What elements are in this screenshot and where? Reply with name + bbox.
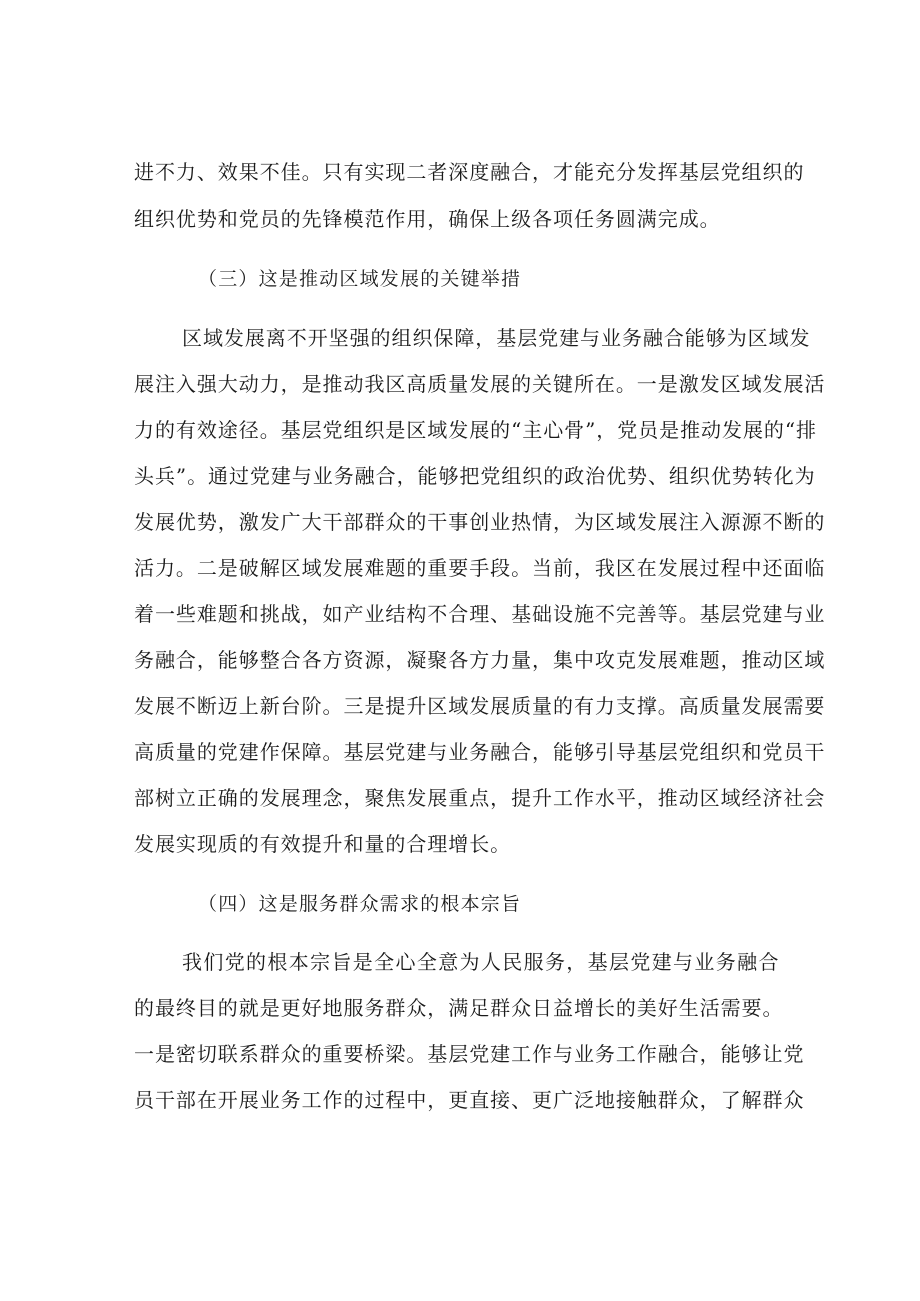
text-line: 力的有效途径。基层党组织是区域发展的“主心骨”，党员是推动发展的“排 — [134, 418, 817, 442]
text-line: 发展优势，激发广大干部群众的干事创业热情，为区域发展注入源源不断的 — [134, 510, 826, 534]
text-line: 务融合，能够整合各方资源，凝聚各方力量，集中攻克发展难题，推动区域 — [134, 648, 826, 672]
text-line: 着一些难题和挑战，如产业结构不合理、基础设施不完善等。基层党建与业 — [134, 602, 826, 626]
text-line: 员干部在开展业务工作的过程中，更直接、更广泛地接触群众，了解群众 — [134, 1088, 805, 1112]
text-line: 进不力、效果不佳。只有实现二者深度融合，才能充分发挥基层党组织的 — [134, 160, 805, 184]
text-line: 高质量的党建作保障。基层党建与业务融合，能够引导基层党组织和党员干 — [134, 740, 826, 764]
text-line: 头兵”。通过党建与业务融合，能够把党组织的政治优势、组织优势转化为 — [134, 464, 816, 488]
text-line: 组织优势和党员的先锋模范作用，确保上级各项任务圆满完成。 — [134, 207, 721, 231]
text-line: 活力。二是破解区域发展难题的重要手段。当前，我区在发展过程中还面临 — [134, 556, 826, 580]
section-heading: （三）这是推动区域发展的关键举措 — [198, 268, 522, 290]
section-heading: （四）这是服务群众需求的根本宗旨 — [198, 893, 522, 915]
text-line: 展注入强大动力，是推动我区高质量发展的关键所在。一是激发区域发展活 — [134, 372, 826, 396]
text-line: 区域发展离不开坚强的组织保障，基层党建与业务融合能够为区域发 — [182, 326, 811, 350]
text-line: 发展不断迈上新台阶。三是提升区域发展质量的有力支撑。高质量发展需要 — [134, 694, 826, 718]
text-line: 一是密切联系群众的重要桥梁。基层党建工作与业务工作融合，能够让党 — [134, 1042, 805, 1066]
text-line: 的最终目的就是更好地服务群众，满足群众日益增长的美好生活需要。 — [134, 996, 784, 1020]
text-line: 发展实现质的有效提升和量的合理增长。 — [134, 832, 512, 856]
text-line: 我们党的根本宗旨是全心全意为人民服务，基层党建与业务融合 — [182, 950, 780, 974]
text-line: 部树立正确的发展理念，聚焦发展重点，提升工作水平，推动区域经济社会 — [134, 786, 826, 810]
